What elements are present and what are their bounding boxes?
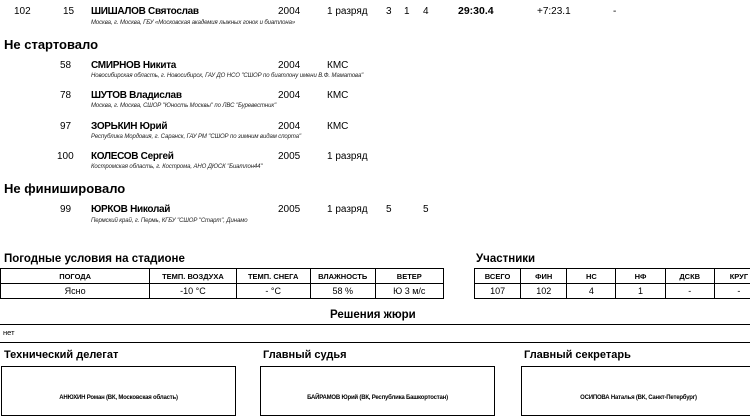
- athlete-name: ШУТОВ Владислав: [91, 90, 182, 101]
- birth-year: 2005: [278, 151, 301, 162]
- participants-value: 102: [521, 284, 567, 299]
- official-name: АНЮХИН Роман (ВК, Московская область): [59, 395, 178, 401]
- participants-value: 107: [475, 284, 521, 299]
- bib: 78: [60, 90, 72, 101]
- weather-title: Погодные условия на стадионе: [4, 253, 185, 265]
- weather-value: Ю 3 м/с: [375, 284, 443, 299]
- jury-box: [0, 324, 750, 343]
- rank: 1 разряд: [327, 204, 368, 215]
- participants-table: [474, 268, 750, 299]
- athlete-org: Москва, г. Москва, СШОР "Юность Москвы" по ЛВС "Буревестник": [91, 103, 277, 109]
- birth-year: 2004: [278, 60, 301, 71]
- weather-header: ВЛАЖНОСТЬ: [310, 269, 375, 284]
- dns-title: Не стартовало: [4, 37, 99, 52]
- official-title-chief-secretary: Главный секретарь: [524, 349, 631, 361]
- participants-header: КРУГ: [714, 269, 750, 284]
- athlete-org: Костромская область, г. Кострома, АНО ДЮСК "Биатлон44": [91, 164, 263, 170]
- participants-value: -: [665, 284, 714, 299]
- participants-header: НС: [567, 269, 616, 284]
- official-title-tech-delegate: Технический делегат: [4, 349, 119, 361]
- place: 102: [14, 6, 31, 17]
- time-gap: +7:23.1: [537, 6, 571, 17]
- result-time: 29:30.4: [458, 5, 494, 17]
- jury-title: Решения жюри: [330, 309, 416, 321]
- official-title-chief-judge: Главный судья: [263, 349, 347, 361]
- weather-value: Ясно: [1, 284, 150, 299]
- rank: 1 разряд: [327, 151, 368, 162]
- bib: 58: [60, 60, 72, 71]
- athlete-name: СМИРНОВ Никита: [91, 60, 177, 71]
- count-3: 5: [423, 204, 429, 215]
- weather-value: -10 °C: [150, 284, 236, 299]
- birth-year: 2005: [278, 204, 301, 215]
- birth-year: 2004: [278, 121, 301, 132]
- bib: 97: [60, 121, 72, 132]
- points-dash: -: [613, 6, 617, 17]
- birth-year: 2004: [278, 90, 301, 101]
- weather-header: ПОГОДА: [1, 269, 150, 284]
- athlete-org: Новосибирская область, г. Новосибирск, ГАУ ДО НСО "СШОР по биатлону имени В.Ф. Маматова": [91, 73, 364, 79]
- count-2: 1: [404, 6, 410, 17]
- athlete-name: ШИШАЛОВ Святослав: [91, 6, 199, 17]
- athlete-name: ЗОРЬКИН Юрий: [91, 121, 168, 132]
- weather-header: ТЕМП. СНЕГА: [236, 269, 310, 284]
- weather-table: [0, 268, 444, 299]
- dnf-title: Не финишировало: [4, 181, 126, 196]
- count-3: 4: [423, 6, 429, 17]
- bib: 99: [60, 204, 72, 215]
- weather-value: 58 %: [310, 284, 375, 299]
- official-name: ОСИПОВА Наталья (ВК, Санкт-Петербург): [580, 395, 697, 401]
- athlete-org: Республика Мордовия, г. Саранск, ГАУ РМ "СШОР по зимним видам спорта": [91, 134, 301, 140]
- participants-header: НФ: [616, 269, 665, 284]
- participants-title: Участники: [476, 253, 536, 265]
- count-1: 3: [386, 6, 392, 17]
- participants-value: 1: [616, 284, 665, 299]
- athlete-org: Москва, г. Москва, ГБУ «Московская академия лыжных гонок и биатлона»: [91, 20, 296, 26]
- athlete-org: Пермский край, г. Пермь, КГБУ "СШОР "Старт", Динамо: [91, 218, 248, 224]
- participants-value: 4: [567, 284, 616, 299]
- rank: КМС: [327, 60, 349, 71]
- bib: 100: [57, 151, 74, 162]
- rank: 1 разряд: [327, 6, 368, 17]
- athlete-name: КОЛЕСОВ Сергей: [91, 151, 174, 162]
- weather-value: - °C: [236, 284, 310, 299]
- birth-year: 2004: [278, 6, 301, 17]
- weather-header: ТЕМП. ВОЗДУХА: [150, 269, 236, 284]
- rank: КМС: [327, 121, 349, 132]
- official-name: БАЙРАМОВ Юрий (ВК, Республика Башкортостан): [307, 395, 448, 401]
- rank: КМС: [327, 90, 349, 101]
- participants-header: ВСЕГО: [475, 269, 521, 284]
- jury-text: нет: [3, 328, 15, 337]
- count-1: 5: [386, 204, 392, 215]
- bib: 15: [63, 6, 75, 17]
- participants-header: ДСКВ: [665, 269, 714, 284]
- athlete-name: ЮРКОВ Николай: [91, 204, 171, 215]
- weather-header: ВЕТЕР: [375, 269, 443, 284]
- participants-value: -: [714, 284, 750, 299]
- participants-header: ФИН: [521, 269, 567, 284]
